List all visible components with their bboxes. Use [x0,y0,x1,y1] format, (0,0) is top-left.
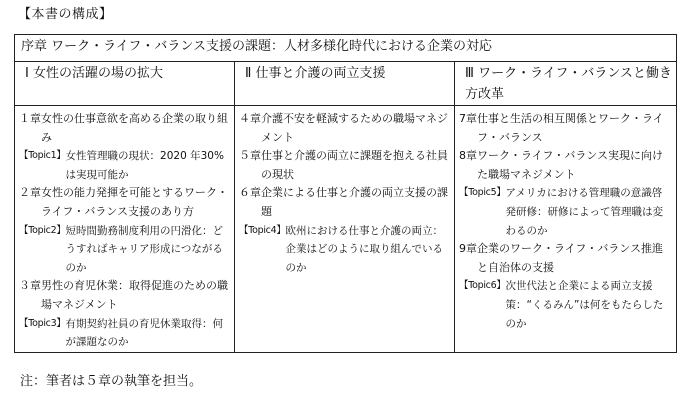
part-1-chapter-list [15,106,234,352]
chapter-5-entry [239,147,450,184]
chapter-label: ２章 [19,186,41,200]
topic-title: 次世代法と企業による両立支援策：“くるみん”は何をもたらしたのか [505,280,664,330]
chapter-title: 男性の育児休業：取得促進のための職場マネジメント [41,279,228,311]
part-3-chapters-cell [455,106,677,353]
chapter-1-entry [19,110,230,147]
figure-heading: 【本書の構成】 [18,7,113,22]
part-1-title-cell [15,62,235,106]
topic-title: アメリカにおける管理職の意識啓発研修：研修によって管理職は変わるのか [505,187,664,237]
topic-title: 女性管理職の現状：2020 年30%は実現可能か [65,150,224,181]
topic-6-entry [459,277,672,333]
chapter-label: 7章 [459,112,477,125]
chapter-title: 女性の仕事意欲を高める企業の取り組み [41,112,228,144]
topic-4-entry [239,222,450,278]
chapter-4-entry [239,110,450,147]
part-2-title-cell [235,62,455,106]
part-2-title: Ⅱ 仕事と介護の両立支援 [245,66,386,81]
footnote: 注：筆者は５章の執筆を担当。 [20,374,203,389]
topic-label: 【Topic1】 [19,150,66,162]
part-3-title: Ⅲ ワーク・ライフ・バランスと働き方改革 [465,66,672,102]
topic-label: 【Topic3】 [19,317,66,329]
topic-label: 【Topic4】 [239,224,286,236]
topic-3-entry [19,315,230,352]
topic-label: 【Topic6】 [459,280,506,292]
topic-5-entry [459,184,672,240]
chapter-title: ワーク・ライフ・バランス実現に向けた職場マネジメント [477,149,664,181]
book-structure-table [14,34,677,353]
prologue-row [15,35,677,62]
chapter-label: ６章 [239,186,261,200]
chapter-title: 仕事と介護の両立に課題を抱える社員の現状 [261,149,448,181]
part-2-chapters-cell [235,106,455,353]
chapter-6-entry [239,184,450,221]
topic-title: 欧州における仕事と介護の両立：企業はどのように取り組んでいるのか [285,224,444,274]
chapter-label: ４章 [239,112,261,125]
part-1-title: Ⅰ 女性の活躍の場の拡大 [25,66,163,81]
chapter-row [15,106,677,353]
prologue-cell: 序章 ワーク・ライフ・バランス支援の課題：人材多様化時代における企業の対応 [15,35,677,62]
part-3-chapter-list [455,106,676,333]
part-1-chapters-cell [15,106,235,353]
chapter-label: ５章 [239,149,261,163]
chapter-label: １章 [19,112,41,125]
topic-label: 【Topic5】 [459,187,506,199]
part-3-title-cell [455,62,677,106]
part-2-chapter-list [235,106,454,277]
topic-title: 有期契約社員の育児休業取得：何が課題なのか [65,317,224,349]
chapter-7-entry [459,110,672,147]
topic-title: 短時間勤務制度利用の円滑化：どうすればキャリア形成につながるのか [65,224,224,274]
chapter-title: 女性の能力発揮を可能とするワーク・ライフ・バランス支援のあり方 [41,186,228,218]
chapter-9-entry [459,240,672,277]
topic-1-entry [19,147,230,184]
chapter-2-entry [19,184,230,221]
chapter-label: 9章 [459,242,477,256]
chapter-title: 仕事と生活の相互関係とワーク・ライフ・バランス [477,112,664,144]
topic-2-entry [19,222,230,278]
part-title-row [15,62,677,106]
chapter-title: 介護不安を軽減するための職場マネジメント [261,112,448,144]
chapter-label: 8章 [459,149,477,163]
chapter-title: 企業のワーク・ライフ・バランス推進と自治体の支援 [477,242,664,274]
chapter-8-entry [459,147,672,184]
chapter-title: 企業による仕事と介護の両立支援の課題 [261,186,448,218]
chapter-3-entry [19,277,230,314]
topic-label: 【Topic2】 [19,224,66,236]
chapter-label: ３章 [19,279,41,293]
